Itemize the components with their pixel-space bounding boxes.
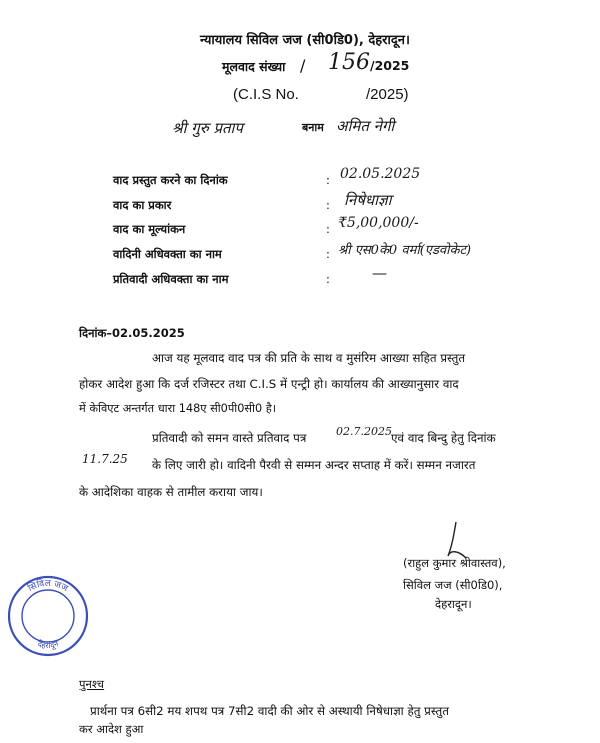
detail-label-valuation: वाद का मूल्यांकन xyxy=(113,222,186,236)
issues-date-handwritten: 11.7.25 xyxy=(82,452,128,466)
cis-year: /2025) xyxy=(366,86,409,103)
detail-label-filing-date: वाद प्रस्तुत करने का दिनांक xyxy=(113,173,228,187)
detail-value-filing-date: 02.05.2025 xyxy=(340,166,421,182)
footer-line1: प्रार्थना पत्र 6सी2 मय शपथ पत्र 7सी2 वादी की ओर से अस्थायी निषेधाज्ञा हेतु प्रस्तुत xyxy=(90,704,449,718)
order-para2-line1-start: प्रतिवादी को समन वास्ते प्रतिवाद पत्र xyxy=(152,431,307,445)
detail-colon: : xyxy=(326,222,330,236)
signature-place: देहरादून। xyxy=(435,597,472,611)
footer-line2: कर आदेश हुआ xyxy=(79,722,144,736)
order-para1-line3: में केविएट अन्तर्गत धारा 148ए सी0पी0सी0 है। xyxy=(79,402,277,415)
detail-label-defendant-advocate: प्रतिवादी अधिवक्ता का नाम xyxy=(113,272,229,286)
signature-name: (राहुल कुमार श्रीवास्तव), xyxy=(403,556,506,570)
detail-value-valuation: ₹5,00,000/- xyxy=(338,215,419,231)
plaintiff-name-handwritten: श्री गुरु प्रताप xyxy=(172,119,243,137)
detail-value-plaintiff-advocate: श्री एस0के0 वर्मा(एडवोकेट) xyxy=(338,243,472,258)
svg-text:देहरादून xyxy=(36,638,60,651)
suit-number-handwritten: 156 xyxy=(328,50,370,75)
detail-value-defendant-advocate: — xyxy=(372,264,387,282)
defendant-name-handwritten: अमित नेगी xyxy=(336,117,395,135)
detail-label-plaintiff-advocate: वादिनी अधिवक्ता का नाम xyxy=(113,247,222,261)
slash-mark: / xyxy=(300,56,306,75)
seal-text-bottom: देहरादून xyxy=(36,639,60,651)
order-para1-line1: आज यह मूलवाद वाद पत्र की प्रति के साथ व मुसंरिम आख्या सहित प्रस्तुत xyxy=(152,351,466,365)
detail-colon: : xyxy=(326,247,330,261)
detail-colon: : xyxy=(326,173,330,187)
signature-designation: सिविल जज (सी0डि0), xyxy=(403,578,503,592)
suit-number-label: मूलवाद संख्या xyxy=(222,59,286,74)
order-para2-line1-end: एवं वाद बिन्दु हेतु दिनांक xyxy=(391,431,496,445)
footer-heading: पुनश्च xyxy=(79,677,105,691)
court-seal-stamp xyxy=(6,574,90,658)
court-title: न्यायालय सिविल जज (सी0डि0), देहरादून। xyxy=(200,33,410,48)
detail-value-suit-type: निषेधाज्ञा xyxy=(344,191,392,209)
order-date: दिनांक–02.05.2025 xyxy=(79,326,185,340)
order-para2-line2: के लिए जारी हो। वादिनी पैरवी से सम्मन अन्दर सप्ताह में करें। सम्मन नजारत xyxy=(152,458,476,472)
detail-colon: : xyxy=(326,198,330,212)
detail-colon: : xyxy=(326,272,330,286)
seal-text-top: सिविल जज xyxy=(26,578,70,595)
order-para1-line2: होकर आदेश हुआ कि दर्ज रजिस्टर तथा C.I.S में एन्ट्री हो। कार्यालय की आख्यानुसार वाद xyxy=(79,377,459,391)
versus-label: बनाम xyxy=(302,121,324,134)
detail-label-suit-type: वाद का प्रकार xyxy=(113,198,172,212)
summons-date-handwritten: 02.7.2025 xyxy=(336,425,392,438)
cis-number-label: (C.I.S No. xyxy=(233,86,299,103)
suit-year: /2025 xyxy=(370,58,410,73)
order-para2-line3: के आदेशिका वाहक से तामील कराया जाय। xyxy=(79,485,263,499)
